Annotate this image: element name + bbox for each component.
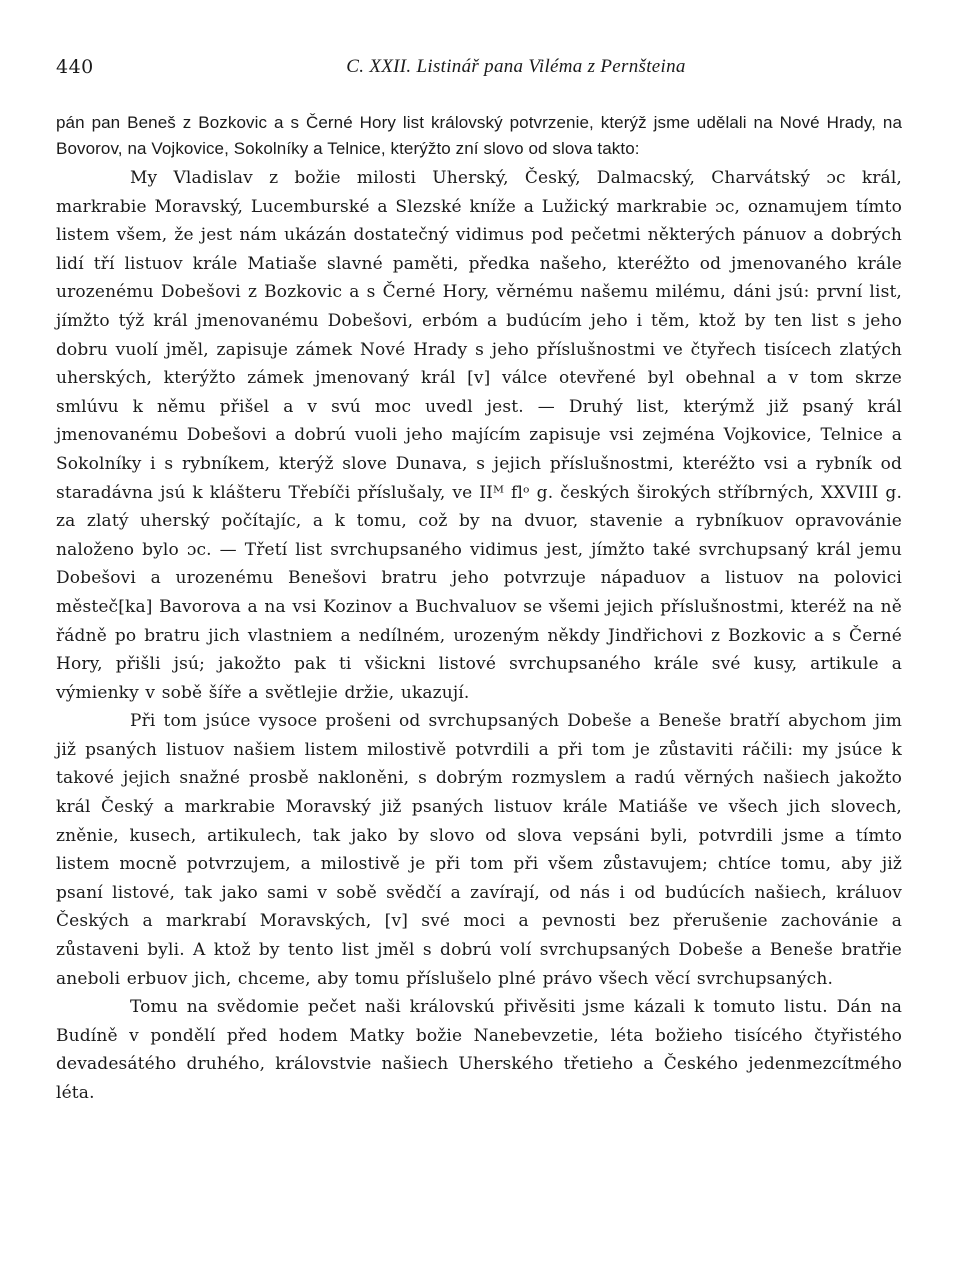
page-header	[56, 56, 904, 86]
page-number: 440	[56, 56, 94, 78]
running-title: C. XXII. Listinář pana Viléma z Pernšteina	[346, 56, 686, 77]
charter-paragraph-1: My Vladislav z božie milosti Uherský, Český, Dalmacský, Charvátský ɔc král, markrabie Moravský, Lucemburské a Slezské kníže a Lužický markrabie ɔc, oznamujem tímto listem všem, že jest nám ukázán dostatečný vidimus pod pečetmi některých pánuov a dobrých lidí tří listuov krále Matiaše slavné paměti, předka našeho, kteréžto od jmenovaného krále urozenému Dobešovi z Bozkovic a s Černé Hory, věrnému našemu milému, dáni jsú: první list, jímžto týž král jmenovanému Dobešovi, erbóm a budúcím jeho i těm, ktož by ten list s jeho dobru vuolí jměl, zapisuje zámek Nové Hrady s jeho příslušnostmi ve čtyřech tisícech zlatých uherských, kterýžto zámek jmenovaný král [v] válce otevřené byl obehnal a v tom skrze smlúvu k němu přišel a v svú moc uvedl jest. — Druhý list, kterýmž již psaný král jmenovanému Dobešovi a dobrú vuoli jeho majícím zapisuje vsi zejména Vojkovice, Telnice a Sokolníky i s rybníkem, kterýž slove Dunava, s jejich příslušnostmi, kteréžto vsi a rybník od staradávna jsú k klášteru Třebíči příslušaly, ve IIᴹ flᵒ g. českých širokých stříbrných, XXVIII g. za zlatý uherský počítajíc, a k tomu, což by na dvuor, stavenie a rybníkuov opravovánie naloženo bylo ɔc. — Třetí list svrchupsaného vidimus jest, jímžto také svrchupsaný král jemu Dobešovi a urozenému Benešovi bratru jeho potvrzuje nápaduov a listuov na polovici městeč[ka] Bavorova a na vsi Kozinov a Buchvaluov se všemi jejich příslušnostmi, kteréž na ně řádně po bratru jich vlastniem a nedílném, urozeným někdy Jindřichovi z Bozkovic a s Černé Hory, přišli jsú; jakožto pak ti všickni listové svrchupsaného krále své kusy, artikule a výmienky v sobě šíře a světlejie držie, ukazují.	[56, 168, 902, 703]
charter-paragraph-2: Při tom jsúce vysoce prošeni od svrchupsaných Dobeše a Beneše bratří abychom jim již psaných listuov našiem listem milostivě potvrdili a při tom je zůstaviti ráčili: my jsúce k takové jejich snažné prosbě nakloněni, s dobrým rozmyslem a radú věrných našiech jakožto král Český a markrabie Moravský již psaných listuov krále Matiáše ve všech jich slovech, zněnie, kusech, artikulech, tak jako by slovo od slova vepsáni byli, potvrdili jsme a tímto listem mocně potvrzujem, a milostivě je při tom při všem zůstavujem; chtíce tomu, aby již psaní listové, tak jako sami v sobě svědčí a zavírají, od nás i od budúcích našiech, králuov Českých a markrabí Moravských, [v] své moci a pevnosti bez přerušenie zachovánie a zůstaveni byli. A ktož by tento list jměl s dobrú volí svrchupsaných Dobeše a Beneše bratřie aneboli erbuov jich, chceme, aby tomu příslušelo plné právo všech věcí svrchupsaných.	[56, 711, 902, 989]
intro-paragraph: pán pan Beneš z Bozkovic a s Černé Hory list královský potvrzenie, kterýž jsme udělali na Nové Hrady, na Bovorov, na Vojkovice, Sokolníky a Telnice, kterýžto zní slovo od slova takto:	[56, 113, 902, 158]
document-body	[56, 110, 902, 1108]
charter-paragraph-3: Tomu na svědomie pečet naši královskú přivěsiti jsme kázali k tomuto listu. Dán na Budíně v pondělí před hodem Matky božie Nanebevzetie, léta božieho tisícého čtyřistého devadesátého druhého, královstvie našiech Uherského třetieho a Českého jedenmezcítmého léta.	[56, 997, 902, 1103]
